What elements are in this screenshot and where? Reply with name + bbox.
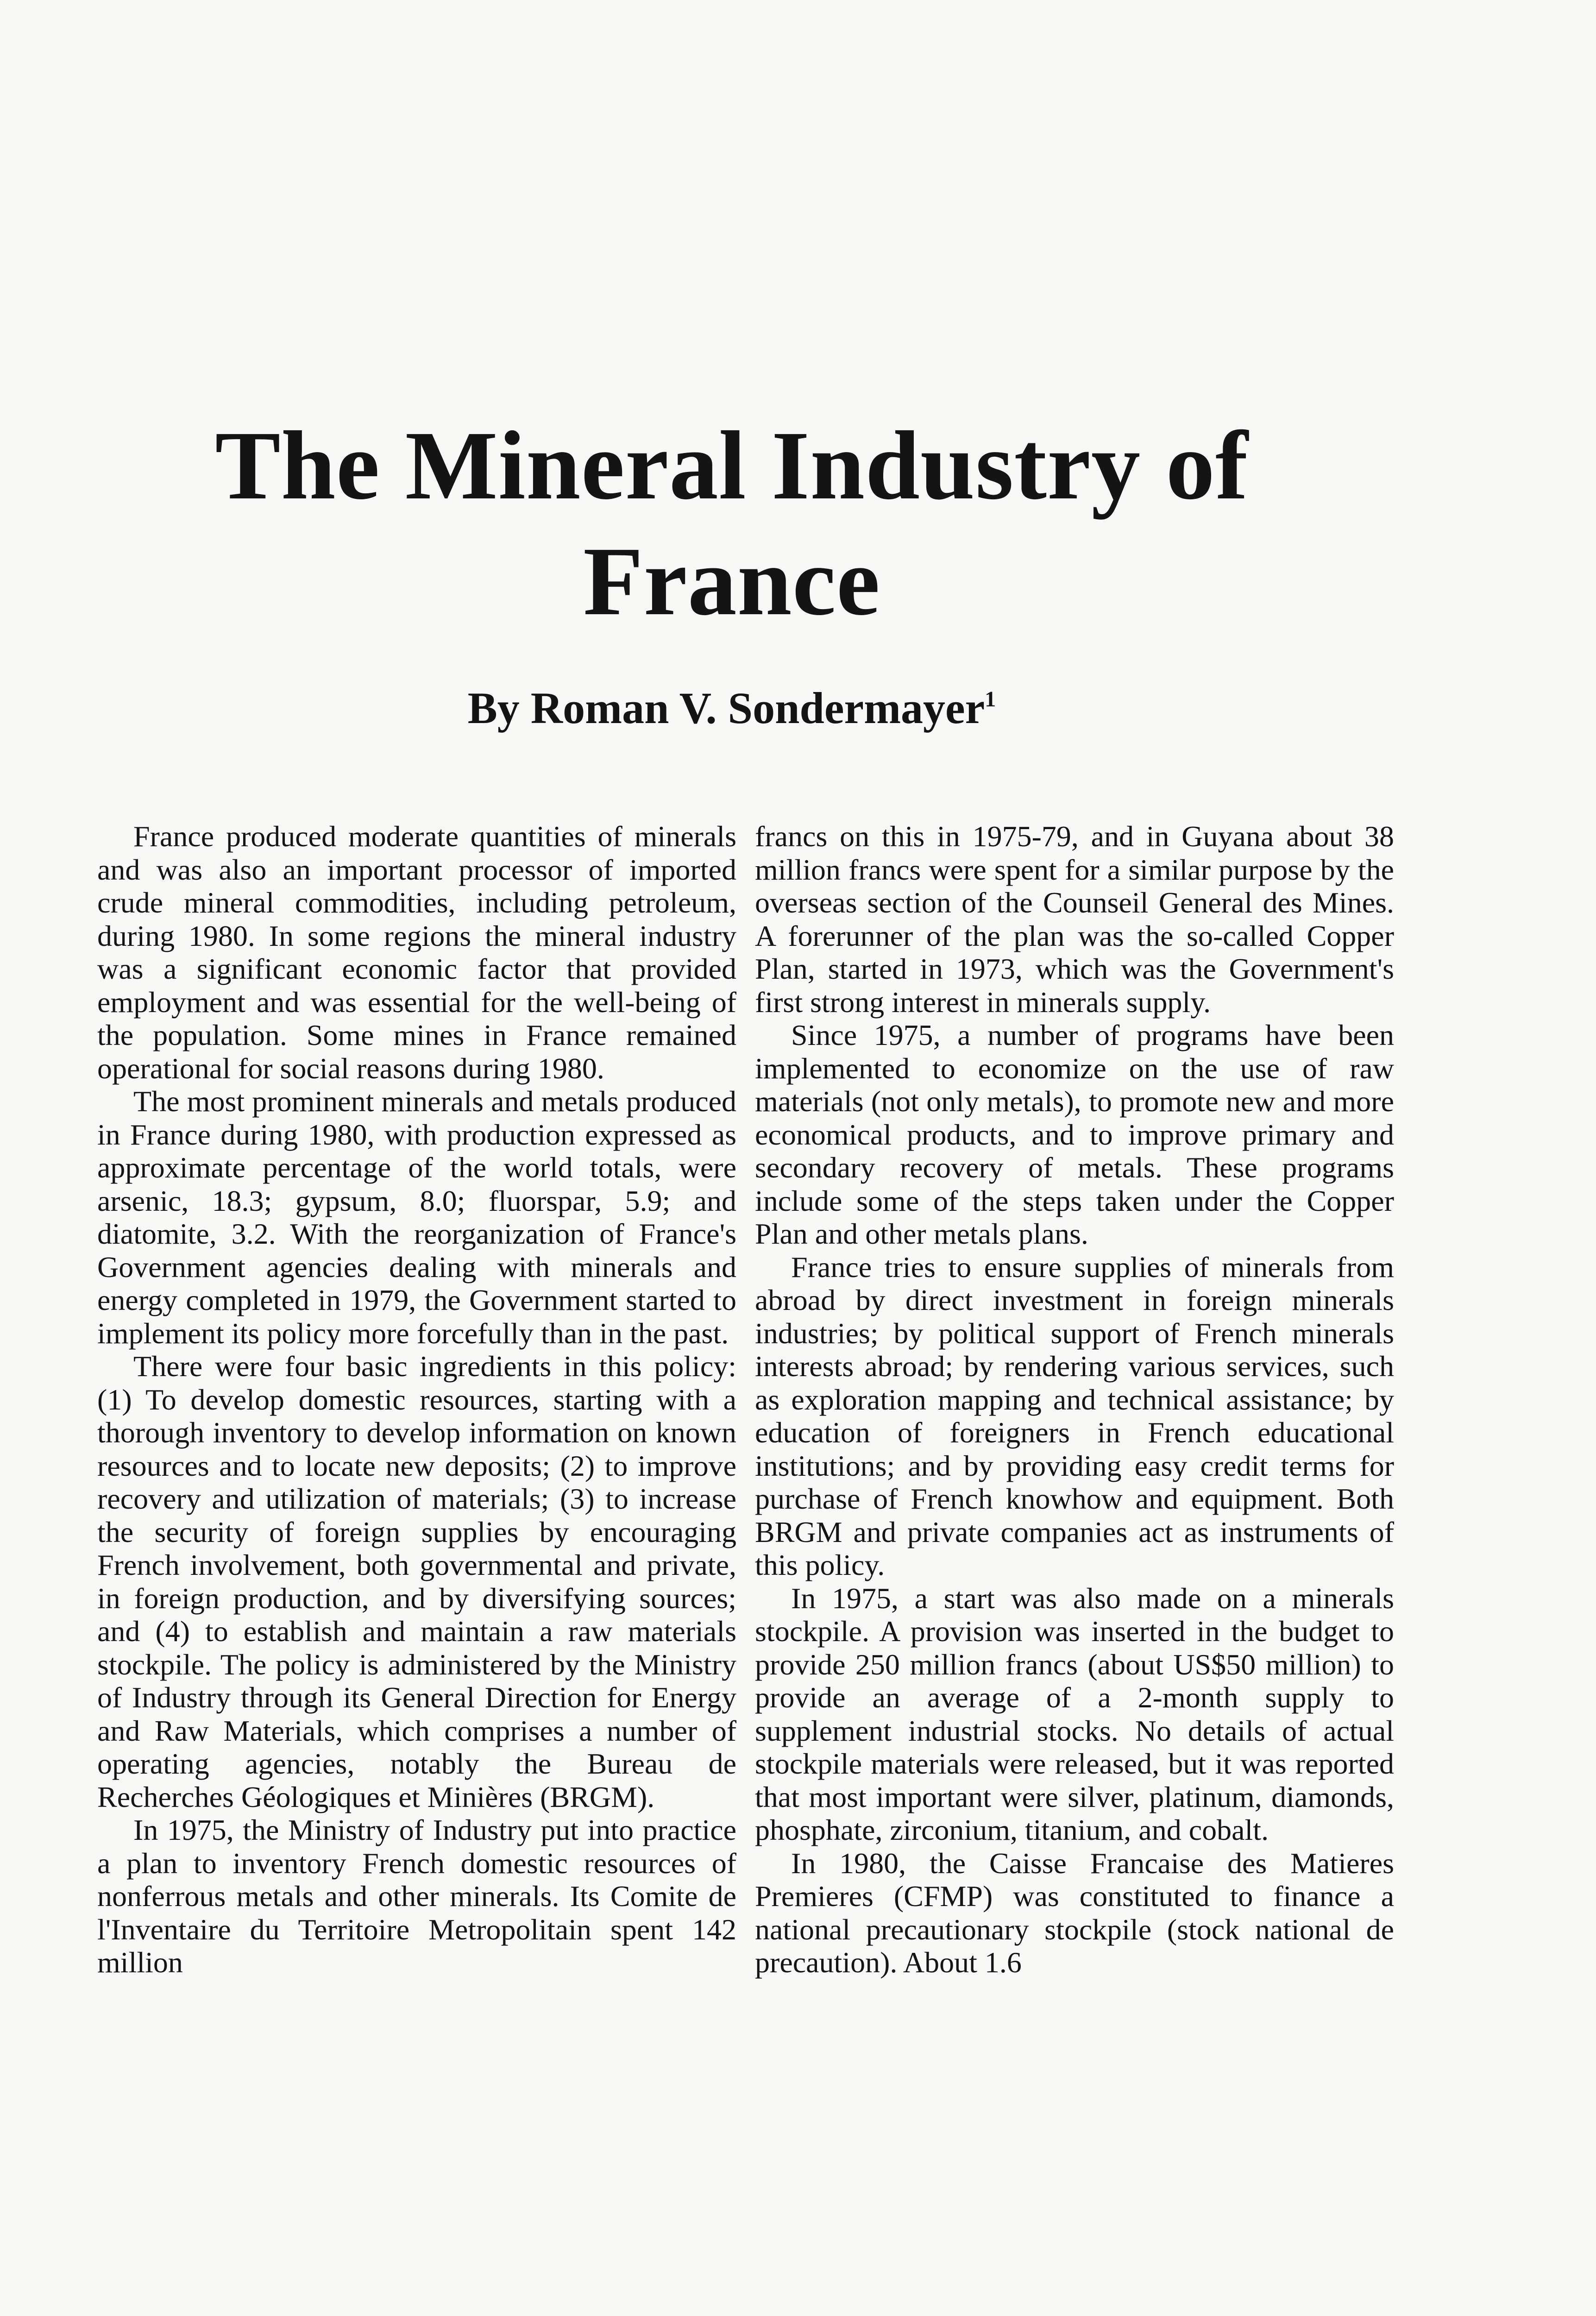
left-paragraph-2: The most prominent minerals and metals produced in France during 1980, with production expressed as approximate percentage of the world totals, were arsenic, 18.3; gypsum, 8.0; fluorspar, 5.9; and diatomite, 3.2. With the reorganization of France's Government agencies dealing with minerals and energy completed in 1979, the Government started to implement its policy more forcefully than in the past. [97, 1085, 736, 1350]
left-paragraph-4: In 1975, the Ministry of Industry put into practice a plan to inventory French domestic resources of nonferrous metals and other minerals. Its Comite de l'Inventaire du Territoire Metropolitain spent 142 million [97, 1813, 736, 1979]
right-paragraph-3: France tries to ensure supplies of minerals from abroad by direct investment in foreign minerals industries; by political support of French minerals interests abroad; by rendering various services, such as exploration mapping and technical assistance; by education of foreigners in French educational institutions; and by providing easy credit terms for purchase of French knowhow and equipment. Both BRGM and private companies act as instruments of this policy. [755, 1250, 1394, 1581]
article-title [153, 408, 1311, 639]
right-paragraph-5: In 1980, the Caisse Francaise des Matieres Premieres (CFMP) was constituted to finance a national precautionary stockpile (stock national de precaution). About 1.6 [755, 1846, 1394, 1979]
right-paragraph-2: Since 1975, a number of programs have been implemented to economize on the use of raw materials (not only metals), to promote new and more economical products, and to improve primary and secondary recovery of metals. These programs include some of the steps taken under the Copper Plan and other metals plans. [755, 1019, 1394, 1250]
author-name: By Roman V. Sondermayer [467, 683, 985, 733]
article-title-line-1: The Mineral Industry of [215, 411, 1249, 520]
article-title-line-2: France [583, 527, 880, 636]
author-footnote-marker: 1 [985, 687, 996, 711]
left-paragraph-1: France produced moderate quantities of minerals and was also an important processor of imported crude mineral commodities, including petroleum, during 1980. In some regions the mineral industry was a significant economic factor that provided employment and was essential for the well-being of the population. Some mines in France remained operational for social reasons during 1980. [97, 820, 736, 1085]
author-byline [431, 674, 1033, 734]
right-paragraph-4: In 1975, a start was also made on a minerals stockpile. A provision was inserted in the budget to provide 250 million francs (about US$50 million) to provide an average of a 2-month supply to supplement industrial stocks. No details of actual stockpile materials were released, but it was reported that most important were silver, platinum, diamonds, phosphate, zirconium, titanium, and cobalt. [755, 1581, 1394, 1846]
right-text-column [755, 820, 1394, 1979]
right-paragraph-1: francs on this in 1975-79, and in Guyana about 38 million francs were spent for a similar purpose by the overseas section of the Counseil General des Mines. A forerunner of the plan was the so-called Copper Plan, started in 1973, which was the Government's first strong interest in minerals supply. [755, 820, 1394, 1019]
left-paragraph-3: There were four basic ingredients in this policy: (1) To develop domestic resources, starting with a thorough inventory to develop information on known resources and to locate new deposits; (2) to improve recovery and utilization of materials; (3) to increase the security of foreign supplies by encouraging French involvement, both governmental and private, in foreign production, and by diversifying sources; and (4) to establish and maintain a raw materials stockpile. The policy is administered by the Ministry of Industry through its General Direction for Energy and Raw Materials, which comprises a number of operating agencies, notably the Bureau de Recherches Géologiques et Minières (BRGM). [97, 1350, 736, 1813]
left-text-column [97, 820, 736, 1979]
